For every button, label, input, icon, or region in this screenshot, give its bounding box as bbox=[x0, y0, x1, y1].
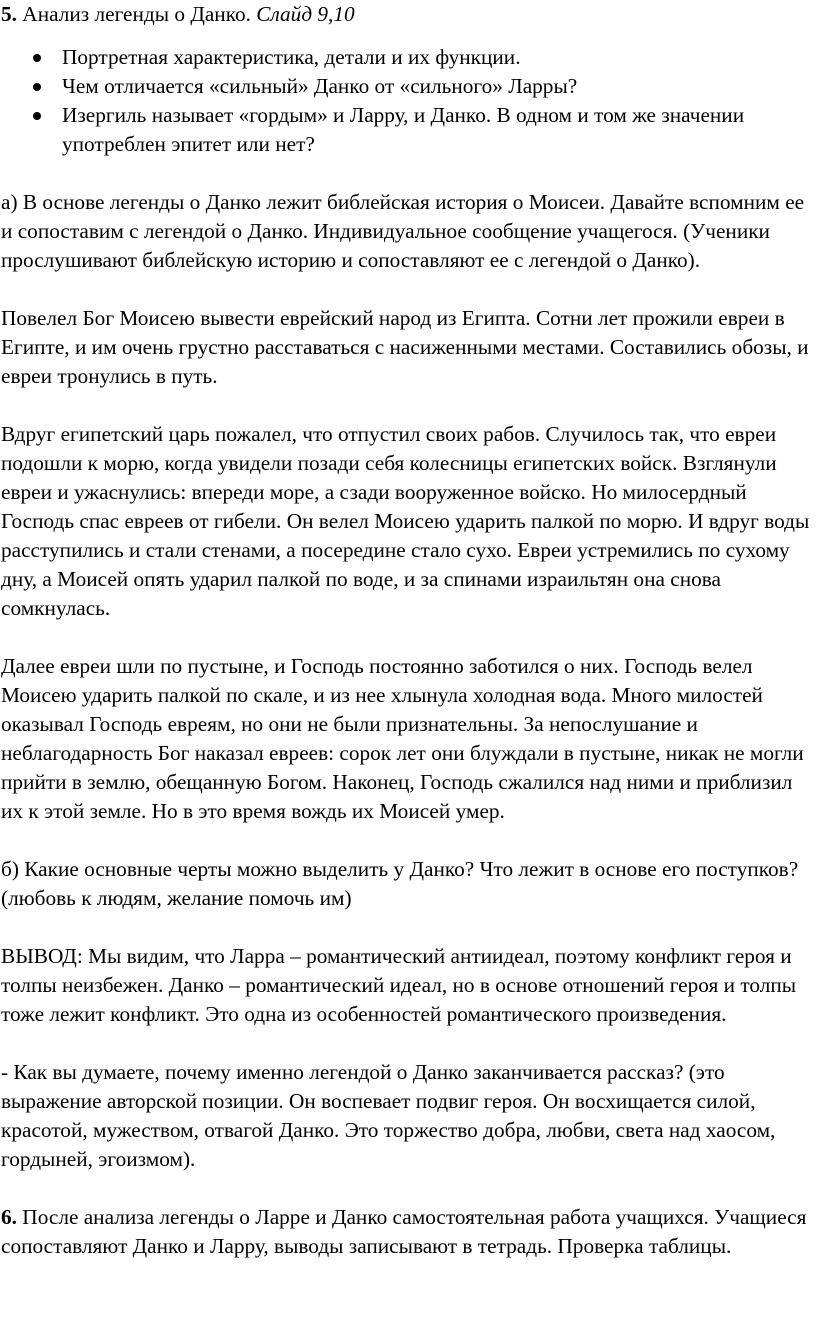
paragraph-story-2: Вдруг египетский царь пожалел, что отпустил своих рабов. Случилось так, что евреи подошли к морю, когда увидели позади себя колесницы египетских войск. Взглянули евреи и ужаснулись: впереди море, а сзади вооруженное войско. Но милосердный Господь спас евреев от гибели. Он велел Моисею ударить палкой по морю. И вдруг воды расступились и стали стенами, а посередине стало сухо. Евреи устремились по сухому дну, а Моисей опять ударил палкой по воде, и за спинами израильтян она снова сомкнулась. bbox=[1, 422, 810, 620]
bullet-list bbox=[1, 43, 810, 159]
spacer bbox=[1, 1174, 810, 1203]
list-item-text: Портретная характеристика, детали и их функции. bbox=[62, 45, 521, 69]
paragraph-question: - Как вы думаете, почему именно легендой о Данко заканчивается рассказ? (это выражение авторской позиции. Он воспевает подвиг героя. Он восхищается силой, красотой, мужеством, отвагой Данко. Это торжество добра, любви, света над хаосом, гордыней, эгоизмом). bbox=[1, 1060, 776, 1171]
section-5-number: 5. bbox=[1, 2, 17, 26]
spacer bbox=[1, 159, 810, 188]
section-6-paragraph bbox=[1, 1203, 810, 1261]
spacer bbox=[1, 623, 810, 652]
paragraph-a: а) В основе легенды о Данко лежит библейская история о Моисеи. Давайте вспомним ее и сопоставим с легендой о Данко. Индивидуальное сообщение учащегося. (Ученики прослушивают библейскую историю и сопоставляют ее с легендой о Данко). bbox=[1, 190, 805, 272]
paragraph-story-3: Далее евреи шли по пустыне, и Господь постоянно заботился о них. Господь велел Моисею ударить палкой по скале, и из нее хлынула холодная вода. Много милостей оказывал Господь евреям, но они не были признательны. За непослушание и неблагодарность Бог наказал евреев: сорок лет они блуждали в пустыне, никак не могли прийти в землю, обещанную Богом. Наконец, Господь сжалился над ними и приблизил их к этой земле. Но в это время вождь их Моисей умер. bbox=[1, 654, 804, 823]
spacer bbox=[1, 913, 810, 942]
paragraph-b: б) Какие основные черты можно выделить у Данко? Что лежит в основе его поступков? (любовь к людям, желание помочь им) bbox=[1, 857, 799, 910]
bullet-dot-icon bbox=[33, 83, 41, 91]
section-5-slides: Слайд 9,10 bbox=[256, 2, 355, 26]
section-5-heading bbox=[1, 0, 810, 29]
spacer bbox=[1, 1029, 810, 1058]
list-item bbox=[1, 101, 810, 159]
list-item bbox=[1, 43, 810, 72]
section-6-number: 6. bbox=[1, 1205, 17, 1229]
list-item bbox=[1, 72, 810, 101]
bullet-dot-icon bbox=[33, 54, 41, 62]
section-5-title: Анализ легенды о Данко. bbox=[16, 2, 257, 26]
spacer bbox=[1, 275, 810, 304]
list-item-text: Чем отличается «сильный» Данко от «сильного» Ларры? bbox=[62, 74, 578, 98]
paragraph-conclusion: ВЫВОД: Мы видим, что Ларра – романтический антиидеал, поэтому конфликт героя и толпы неизбежен. Данко – романтический идеал, но в основе отношений героя и толпы тоже лежит конфликт. Это одна из особенностей романтического произведения. bbox=[1, 944, 797, 1026]
bullet-dot-icon bbox=[33, 112, 41, 120]
spacer bbox=[1, 391, 810, 420]
spacer bbox=[1, 826, 810, 855]
paragraph-story-1: Повелел Бог Моисею вывести еврейский народ из Египта. Сотни лет прожили евреи в Египте, и им очень грустно расставаться с насиженными местами. Составились обозы, и евреи тронулись в путь. bbox=[1, 306, 809, 388]
section-6-text: После анализа легенды о Ларре и Данко самостоятельная работа учащихся. Учащиеся сопоставляют Данко и Ларру, выводы записывают в тетрадь. Проверка таблицы. bbox=[1, 1205, 807, 1258]
list-item-text: Изергиль называет «гордым» и Ларру, и Данко. В одном и том же значении употреблен эпитет или нет? bbox=[62, 103, 745, 156]
